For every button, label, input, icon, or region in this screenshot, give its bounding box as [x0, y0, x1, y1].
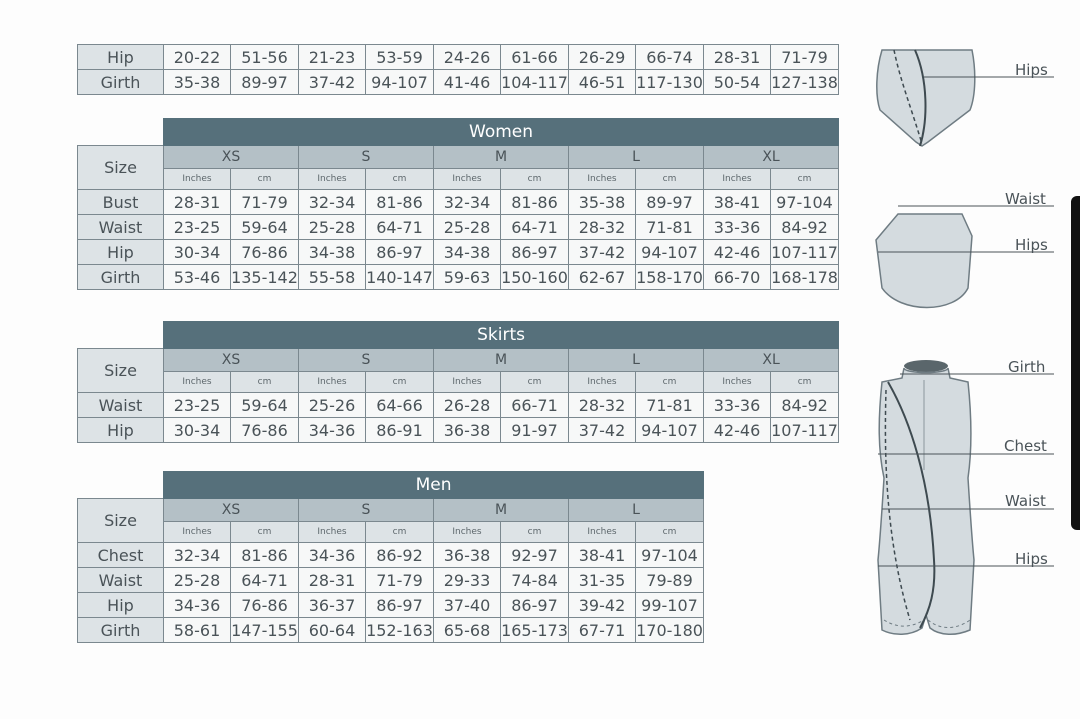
table-cell: 165-173	[501, 618, 569, 643]
unit-label: Inches	[299, 372, 366, 393]
table-cell: 37-42	[569, 240, 636, 265]
table-cell: 37-42	[569, 418, 636, 443]
size-header: Size	[78, 146, 164, 190]
table-cell: 30-34	[164, 418, 231, 443]
table-row	[78, 70, 839, 95]
table-cell: 42-46	[704, 418, 771, 443]
table-cell: 71-81	[636, 393, 704, 418]
table-cell: 158-170	[636, 265, 704, 290]
unit-label: cm	[771, 372, 839, 393]
table-row	[78, 568, 704, 593]
unit-label: Inches	[299, 522, 366, 543]
table-cell: 66-74	[636, 45, 704, 70]
size-s: S	[299, 499, 434, 522]
table-cell: 35-38	[569, 190, 636, 215]
table-cell: 170-180	[636, 618, 704, 643]
table-cell: 97-104	[636, 543, 704, 568]
table-cell: 34-36	[299, 418, 366, 443]
table-cell: 38-41	[569, 543, 636, 568]
table-cell: 147-155	[231, 618, 299, 643]
table-cell: 71-79	[771, 45, 839, 70]
table-cell: 86-97	[366, 240, 434, 265]
table-cell: 61-66	[501, 45, 569, 70]
table-row	[78, 240, 839, 265]
unit-label: cm	[501, 169, 569, 190]
table-cell: 32-34	[164, 543, 231, 568]
table-cell: 64-71	[366, 215, 434, 240]
skirt-waist-label: Waist	[1005, 190, 1046, 208]
table-cell: 37-40	[434, 593, 501, 618]
unit-label: Inches	[434, 372, 501, 393]
table-cell: 84-92	[771, 393, 839, 418]
table-cell: 94-107	[636, 418, 704, 443]
table-cell: 55-58	[299, 265, 366, 290]
bodysuit-girth-label: Girth	[1008, 358, 1046, 376]
unit-label: cm	[366, 522, 434, 543]
unit-label: cm	[231, 372, 299, 393]
table-cell: 86-97	[501, 240, 569, 265]
row-label: Hip	[78, 240, 164, 265]
table-cell: 28-32	[569, 215, 636, 240]
table-cell: 65-68	[434, 618, 501, 643]
table-cell: 89-97	[231, 70, 299, 95]
row-label: Chest	[78, 543, 164, 568]
table-cell: 28-31	[704, 45, 771, 70]
table-cell: 41-46	[434, 70, 501, 95]
table-cell: 25-28	[299, 215, 366, 240]
table-row	[78, 45, 839, 70]
table-cell: 152-163	[366, 618, 434, 643]
table-cell: 86-91	[366, 418, 434, 443]
table-cell: 62-67	[569, 265, 636, 290]
table-row	[78, 543, 704, 568]
men-size-table	[77, 471, 704, 643]
table-cell: 46-51	[569, 70, 636, 95]
unit-label: Inches	[164, 522, 231, 543]
table-cell: 24-26	[434, 45, 501, 70]
table-cell: 91-97	[501, 418, 569, 443]
size-s: S	[299, 349, 434, 372]
scrollbar[interactable]	[1071, 196, 1080, 530]
table-cell: 32-34	[299, 190, 366, 215]
table-cell: 35-38	[164, 70, 231, 95]
table-cell: 150-160	[501, 265, 569, 290]
row-label: Hip	[78, 593, 164, 618]
size-m: M	[434, 146, 569, 169]
table-cell: 64-71	[501, 215, 569, 240]
unit-label: Inches	[569, 372, 636, 393]
table-cell: 53-59	[366, 45, 434, 70]
unit-label: cm	[501, 372, 569, 393]
table-cell: 42-46	[704, 240, 771, 265]
table-corner-blank	[78, 472, 164, 499]
unit-label: cm	[636, 169, 704, 190]
table-cell: 76-86	[231, 240, 299, 265]
garment-measurement-figures	[860, 40, 1060, 660]
size-xs: XS	[164, 499, 299, 522]
unit-label: Inches	[164, 169, 231, 190]
size-xs: XS	[164, 146, 299, 169]
table-cell: 107-117	[771, 240, 839, 265]
table-cell: 59-64	[231, 393, 299, 418]
table-cell: 140-147	[366, 265, 434, 290]
unit-label: Inches	[569, 522, 636, 543]
table-row	[78, 393, 839, 418]
leotard-hips-label: Hips	[1015, 61, 1048, 79]
size-s: S	[299, 146, 434, 169]
table-cell: 86-92	[366, 543, 434, 568]
table-cell: 67-71	[569, 618, 636, 643]
table-cell: 20-22	[164, 45, 231, 70]
size-l: L	[569, 146, 704, 169]
unisex-size-table-partial	[77, 44, 839, 95]
unit-label: cm	[771, 169, 839, 190]
table-title: Men	[164, 472, 704, 499]
table-cell: 32-34	[434, 190, 501, 215]
unit-label: cm	[636, 522, 704, 543]
unit-label: Inches	[704, 169, 771, 190]
leotard-figure	[877, 50, 1054, 146]
table-cell: 64-66	[366, 393, 434, 418]
row-label: Waist	[78, 215, 164, 240]
bodysuit-waist-label: Waist	[1005, 492, 1046, 510]
table-cell: 127-138	[771, 70, 839, 95]
table-cell: 37-42	[299, 70, 366, 95]
table-cell: 59-64	[231, 215, 299, 240]
table-cell: 97-104	[771, 190, 839, 215]
row-label: Hip	[78, 418, 164, 443]
table-row	[78, 215, 839, 240]
table-cell: 60-64	[299, 618, 366, 643]
table-cell: 26-28	[434, 393, 501, 418]
table-cell: 71-79	[231, 190, 299, 215]
unit-label: Inches	[164, 372, 231, 393]
size-header: Size	[78, 499, 164, 543]
unit-label: cm	[366, 372, 434, 393]
table-cell: 28-32	[569, 393, 636, 418]
size-m: M	[434, 499, 569, 522]
table-cell: 34-36	[299, 543, 366, 568]
table-cell: 71-81	[636, 215, 704, 240]
row-label: Girth	[78, 618, 164, 643]
unit-label: Inches	[704, 372, 771, 393]
table-cell: 117-130	[636, 70, 704, 95]
table-cell: 76-86	[231, 418, 299, 443]
row-label: Bust	[78, 190, 164, 215]
table-cell: 23-25	[164, 215, 231, 240]
table-cell: 36-37	[299, 593, 366, 618]
table-title: Women	[164, 119, 839, 146]
women-size-table	[77, 118, 839, 290]
table-cell: 28-31	[164, 190, 231, 215]
table-cell: 84-92	[771, 215, 839, 240]
table-cell: 86-97	[366, 593, 434, 618]
size-m: M	[434, 349, 569, 372]
table-cell: 94-107	[366, 70, 434, 95]
unit-label: cm	[501, 522, 569, 543]
table-cell: 23-25	[164, 393, 231, 418]
table-cell: 59-63	[434, 265, 501, 290]
table-cell: 36-38	[434, 418, 501, 443]
table-cell: 89-97	[636, 190, 704, 215]
row-label: Girth	[78, 70, 164, 95]
table-row	[78, 265, 839, 290]
table-cell: 104-117	[501, 70, 569, 95]
size-header: Size	[78, 349, 164, 393]
table-cell: 53-46	[164, 265, 231, 290]
table-cell: 76-86	[231, 593, 299, 618]
table-cell: 168-178	[771, 265, 839, 290]
table-cell: 26-29	[569, 45, 636, 70]
table-corner-blank	[78, 322, 164, 349]
row-label: Waist	[78, 568, 164, 593]
table-row	[78, 593, 704, 618]
table-cell: 29-33	[434, 568, 501, 593]
table-cell: 30-34	[164, 240, 231, 265]
table-cell: 33-36	[704, 393, 771, 418]
table-cell: 81-86	[231, 543, 299, 568]
table-cell: 107-117	[771, 418, 839, 443]
table-cell: 86-97	[501, 593, 569, 618]
size-xl: XL	[704, 146, 839, 169]
skirt-figure	[876, 190, 1054, 308]
table-cell: 94-107	[636, 240, 704, 265]
table-cell: 38-41	[704, 190, 771, 215]
table-cell: 64-71	[231, 568, 299, 593]
table-row	[78, 190, 839, 215]
unit-label: cm	[231, 522, 299, 543]
table-cell: 28-31	[299, 568, 366, 593]
size-l: L	[569, 349, 704, 372]
table-cell: 66-71	[501, 393, 569, 418]
table-cell: 135-142	[231, 265, 299, 290]
table-cell: 66-70	[704, 265, 771, 290]
size-l: L	[569, 499, 704, 522]
bodysuit-chest-label: Chest	[1004, 437, 1047, 455]
table-title: Skirts	[164, 322, 839, 349]
size-xs: XS	[164, 349, 299, 372]
unit-label: Inches	[434, 522, 501, 543]
table-cell: 25-28	[434, 215, 501, 240]
table-cell: 81-86	[366, 190, 434, 215]
table-row	[78, 418, 839, 443]
skirt-hips-label: Hips	[1015, 236, 1048, 254]
table-corner-blank	[78, 119, 164, 146]
unit-label: Inches	[299, 169, 366, 190]
unit-label: Inches	[434, 169, 501, 190]
table-cell: 71-79	[366, 568, 434, 593]
unit-label: cm	[231, 169, 299, 190]
unit-label: cm	[636, 372, 704, 393]
table-cell: 79-89	[636, 568, 704, 593]
row-label: Hip	[78, 45, 164, 70]
table-cell: 36-38	[434, 543, 501, 568]
table-cell: 34-36	[164, 593, 231, 618]
table-cell: 50-54	[704, 70, 771, 95]
skirts-size-table	[77, 321, 839, 443]
table-cell: 31-35	[569, 568, 636, 593]
table-cell: 92-97	[501, 543, 569, 568]
table-cell: 58-61	[164, 618, 231, 643]
table-cell: 21-23	[299, 45, 366, 70]
bodysuit-figure	[878, 358, 1054, 634]
unit-label: cm	[366, 169, 434, 190]
table-cell: 25-26	[299, 393, 366, 418]
table-cell: 51-56	[231, 45, 299, 70]
table-cell: 99-107	[636, 593, 704, 618]
size-xl: XL	[704, 349, 839, 372]
table-cell: 81-86	[501, 190, 569, 215]
bodysuit-hips-label: Hips	[1015, 550, 1048, 568]
row-label: Girth	[78, 265, 164, 290]
table-cell: 74-84	[501, 568, 569, 593]
table-cell: 25-28	[164, 568, 231, 593]
table-row	[78, 618, 704, 643]
row-label: Waist	[78, 393, 164, 418]
table-cell: 39-42	[569, 593, 636, 618]
table-cell: 33-36	[704, 215, 771, 240]
unit-label: Inches	[569, 169, 636, 190]
table-cell: 34-38	[299, 240, 366, 265]
table-cell: 34-38	[434, 240, 501, 265]
